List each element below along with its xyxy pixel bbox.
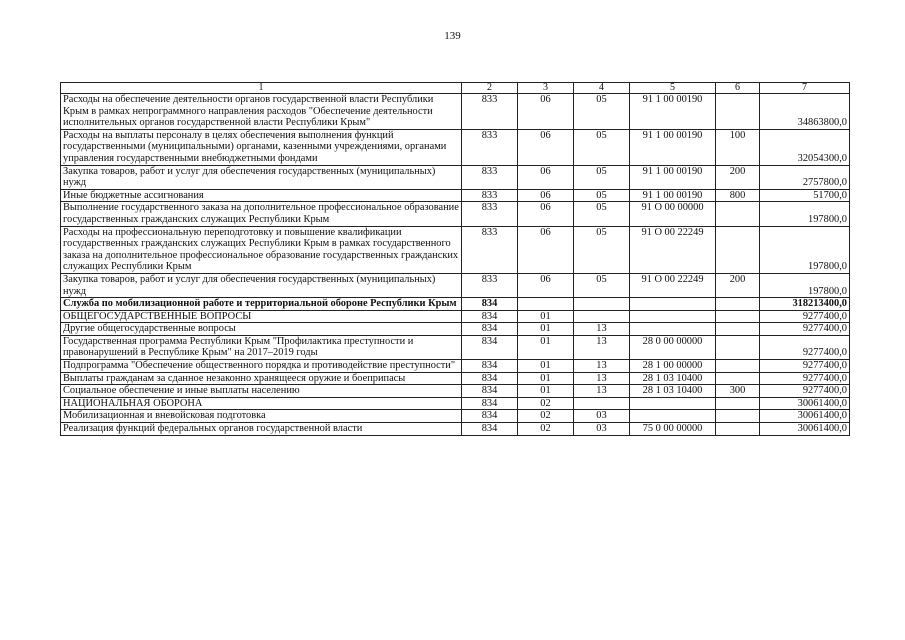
row-name-cell: Расходы на профессиональную переподготовку и повышение квалификации государственных гражданских служащих Республики Крым в рамках государственного заказа на дополнительное профессиональное образование государственных гражданских служащих Республики Крым (61, 226, 462, 273)
table-row (61, 226, 850, 273)
sum-cell: 9277400,0 (760, 385, 850, 398)
code-cell: 02 (518, 410, 574, 423)
sum-cell: 30061400,0 (760, 397, 850, 410)
header-cell: 1 (61, 83, 462, 94)
sum-cell: 51700,0 (760, 189, 850, 202)
table-row (61, 423, 850, 436)
code-cell: 01 (518, 323, 574, 336)
row-name-cell: Расходы на выплаты персоналу в целях обеспечения выполнения функций государственными (муниципальными) органами, казенными учреждениями, органами управления государственными внебюджетными фондами (61, 129, 462, 165)
code-cell: 05 (574, 94, 630, 130)
row-name-cell: Выплаты гражданам за сданное незаконно хранящееся оружие и боеприпасы (61, 372, 462, 385)
code-cell (630, 323, 716, 336)
code-cell: 01 (518, 360, 574, 373)
row-name-cell: Подпрограмма "Обеспечение общественного порядка и противодействие преступности" (61, 360, 462, 373)
code-cell: 100 (716, 129, 760, 165)
code-cell: 05 (574, 165, 630, 189)
sum-cell: 30061400,0 (760, 423, 850, 436)
code-cell (716, 372, 760, 385)
code-cell: 28 0 00 00000 (630, 335, 716, 359)
row-name-cell: Социальное обеспечение и иные выплаты населению (61, 385, 462, 398)
row-name-cell: Государственная программа Республики Крым "Профилактика преступности и правонарушений в Республике Крым" на 2017–2019 годы (61, 335, 462, 359)
code-cell (716, 410, 760, 423)
sum-cell: 9277400,0 (760, 310, 850, 323)
sum-cell: 34863800,0 (760, 94, 850, 130)
row-name-cell: НАЦИОНАЛЬНАЯ ОБОРОНА (61, 397, 462, 410)
code-cell: 833 (462, 129, 518, 165)
table-row (61, 397, 850, 410)
sum-cell: 197800,0 (760, 273, 850, 297)
code-cell (716, 202, 760, 226)
code-cell: 833 (462, 273, 518, 297)
code-cell (716, 360, 760, 373)
row-name-cell: Другие общегосударственные вопросы (61, 323, 462, 336)
table-row (61, 273, 850, 297)
code-cell: 01 (518, 385, 574, 398)
code-cell: 01 (518, 310, 574, 323)
sum-cell: 30061400,0 (760, 410, 850, 423)
code-cell: 834 (462, 360, 518, 373)
code-cell: 833 (462, 189, 518, 202)
sum-cell: 318213400,0 (760, 298, 850, 311)
code-cell: 05 (574, 226, 630, 273)
code-cell: 13 (574, 335, 630, 359)
code-cell: 28 1 03 10400 (630, 372, 716, 385)
code-cell (716, 397, 760, 410)
code-cell: 06 (518, 165, 574, 189)
sum-cell: 2757800,0 (760, 165, 850, 189)
code-cell: 300 (716, 385, 760, 398)
code-cell: 02 (518, 423, 574, 436)
code-cell: 06 (518, 202, 574, 226)
code-cell: 200 (716, 273, 760, 297)
code-cell (716, 323, 760, 336)
code-cell: 05 (574, 129, 630, 165)
code-cell (716, 423, 760, 436)
header-row (61, 83, 850, 94)
code-cell: 91 О 00 22249 (630, 226, 716, 273)
code-cell: 03 (574, 423, 630, 436)
header-cell: 4 (574, 83, 630, 94)
code-cell: 833 (462, 202, 518, 226)
row-name-cell: Расходы на обеспечение деятельности органов государственной власти Республики Крым в рамках непрограммного направления расходов "Обеспечение деятельности исполнительных органов государственной власти Республики Крым" (61, 94, 462, 130)
code-cell: 28 1 00 00000 (630, 360, 716, 373)
row-name-cell: Выполнение государственного заказа на дополнительное профессиональное образование государственных гражданских служащих Республики Крым (61, 202, 462, 226)
sum-cell: 197800,0 (760, 202, 850, 226)
sum-cell: 197800,0 (760, 226, 850, 273)
code-cell (518, 298, 574, 311)
code-cell: 06 (518, 273, 574, 297)
table-row (61, 360, 850, 373)
table-row (61, 129, 850, 165)
code-cell: 834 (462, 310, 518, 323)
table-row (61, 189, 850, 202)
code-cell: 91 О 00 22249 (630, 273, 716, 297)
code-cell: 06 (518, 94, 574, 130)
table-row (61, 372, 850, 385)
code-cell (630, 410, 716, 423)
code-cell: 91 1 00 00190 (630, 129, 716, 165)
code-cell: 28 1 03 10400 (630, 385, 716, 398)
header-cell: 6 (716, 83, 760, 94)
row-name-cell: Служба по мобилизационной работе и территориальной обороне Республики Крым (61, 298, 462, 311)
table-row (61, 410, 850, 423)
code-cell (630, 298, 716, 311)
code-cell: 833 (462, 94, 518, 130)
code-cell (716, 310, 760, 323)
code-cell: 02 (518, 397, 574, 410)
code-cell: 833 (462, 226, 518, 273)
row-name-cell: Иные бюджетные ассигнования (61, 189, 462, 202)
sum-cell: 9277400,0 (760, 323, 850, 336)
code-cell: 13 (574, 323, 630, 336)
budget-table (60, 82, 850, 436)
table-row (61, 94, 850, 130)
code-cell: 06 (518, 189, 574, 202)
header-cell: 2 (462, 83, 518, 94)
row-name-cell: Реализация функций федеральных органов государственной власти (61, 423, 462, 436)
row-name-cell: Мобилизационная и вневойсковая подготовка (61, 410, 462, 423)
row-name-cell: ОБЩЕГОСУДАРСТВЕННЫЕ ВОПРОСЫ (61, 310, 462, 323)
header-cell: 5 (630, 83, 716, 94)
code-cell: 05 (574, 273, 630, 297)
page-number: 139 (444, 30, 461, 42)
sum-cell: 9277400,0 (760, 360, 850, 373)
table-row (61, 385, 850, 398)
code-cell (574, 397, 630, 410)
code-cell: 834 (462, 298, 518, 311)
code-cell: 01 (518, 335, 574, 359)
code-cell: 833 (462, 165, 518, 189)
code-cell: 834 (462, 397, 518, 410)
code-cell (574, 310, 630, 323)
code-cell (630, 397, 716, 410)
code-cell: 13 (574, 385, 630, 398)
row-name-cell: Закупка товаров, работ и услуг для обеспечения государственных (муниципальных) нужд (61, 273, 462, 297)
code-cell: 75 0 00 00000 (630, 423, 716, 436)
code-cell: 01 (518, 372, 574, 385)
header-cell: 3 (518, 83, 574, 94)
table-row (61, 323, 850, 336)
code-cell: 05 (574, 189, 630, 202)
code-cell (716, 94, 760, 130)
code-cell (574, 298, 630, 311)
table-row (61, 165, 850, 189)
code-cell: 05 (574, 202, 630, 226)
code-cell: 13 (574, 360, 630, 373)
code-cell (716, 335, 760, 359)
table-row (61, 310, 850, 323)
code-cell: 91 О 00 00000 (630, 202, 716, 226)
code-cell: 834 (462, 335, 518, 359)
code-cell: 834 (462, 385, 518, 398)
table-row (61, 202, 850, 226)
code-cell: 834 (462, 410, 518, 423)
sum-cell: 9277400,0 (760, 372, 850, 385)
code-cell: 06 (518, 129, 574, 165)
code-cell (630, 310, 716, 323)
code-cell (716, 298, 760, 311)
table-row (61, 298, 850, 311)
code-cell (716, 226, 760, 273)
row-name-cell: Закупка товаров, работ и услуг для обеспечения государственных (муниципальных) нужд (61, 165, 462, 189)
code-cell: 13 (574, 372, 630, 385)
table-row (61, 335, 850, 359)
code-cell: 834 (462, 423, 518, 436)
sum-cell: 9277400,0 (760, 335, 850, 359)
sum-cell: 32054300,0 (760, 129, 850, 165)
code-cell: 03 (574, 410, 630, 423)
code-cell: 91 1 00 00190 (630, 94, 716, 130)
code-cell: 91 1 00 00190 (630, 189, 716, 202)
code-cell: 200 (716, 165, 760, 189)
code-cell: 91 1 00 00190 (630, 165, 716, 189)
code-cell: 834 (462, 372, 518, 385)
code-cell: 834 (462, 323, 518, 336)
code-cell: 06 (518, 226, 574, 273)
header-cell: 7 (760, 83, 850, 94)
code-cell: 800 (716, 189, 760, 202)
